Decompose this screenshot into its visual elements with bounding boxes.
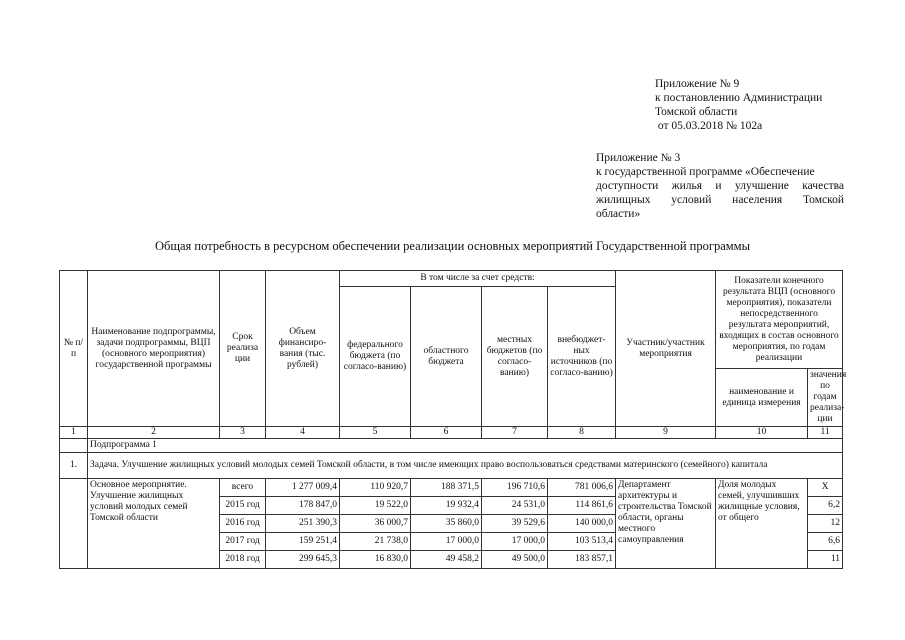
cell-extra: 103 513,4 [548,533,616,551]
cell-regional: 17 000,0 [411,533,482,551]
cell-extra: 781 006,6 [548,479,616,497]
column-number: 1 [60,427,88,439]
activity-indicator: Доля молодых семей, улучшивших жилищные условия, от общего [716,479,808,569]
column-number: 4 [266,427,340,439]
appendix-9-line: Томской области [655,106,738,118]
cell-volume: 178 847,0 [266,497,340,515]
cell-volume: 1 277 009,4 [266,479,340,497]
activity-participant: Департамент архитектуры и строительства Томской области, органы местного самоуправления [616,479,716,569]
cell-local: 39 529,6 [482,515,548,533]
cell-value: 6,6 [808,533,843,551]
header-local: местных бюджетов (по согласо-ванию) [482,287,548,427]
appendix-3-line: к государственной программе «Обеспечение [596,166,815,178]
appendix-9-line: к постановлению Администрации [655,92,823,104]
cell-value: Х [808,479,843,497]
cell-value: 11 [808,551,843,569]
cell-regional: 19 932,4 [411,497,482,515]
appendix-3-line: Приложение № 3 [596,152,681,164]
cell-federal: 36 000,7 [340,515,411,533]
document-title: Общая потребность в ресурсном обеспечении реализации основных мероприятий Государственной программы [155,239,750,253]
column-number: 3 [220,427,266,439]
cell-term: 2018 год [220,551,266,569]
column-number: 2 [88,427,220,439]
cell-regional: 188 371,5 [411,479,482,497]
column-number: 10 [716,427,808,439]
cell-term: всего [220,479,266,497]
header-volume: Объем финансиро-вания (тыс. рублей) [266,271,340,427]
column-number: 6 [411,427,482,439]
cell-volume: 299 645,3 [266,551,340,569]
header-sources: В том числе за счет средств: [340,271,616,287]
task-row [60,453,843,479]
subprogram-row [60,439,843,453]
appendix-9-block [655,77,822,133]
cell-regional: 49 458,2 [411,551,482,569]
table-row [60,479,843,497]
cell-value: 6,2 [808,497,843,515]
cell-regional: 35 860,0 [411,515,482,533]
header-indicators: Показатели конечного результата ВЦП (основного мероприятия), показатели непосредственного результата мероприятий, входящих в состав основного мероприятия, по годам реализации [716,271,843,369]
task-number: 1. [60,453,88,479]
cell-volume: 251 390,3 [266,515,340,533]
cell-volume: 159 251,4 [266,533,340,551]
cell-extra: 140 000,0 [548,515,616,533]
header-term: Срок реализа ции [220,271,266,427]
header-num: № п/п [60,271,88,427]
appendix-3-line: области» [596,208,641,220]
cell-local: 17 000,0 [482,533,548,551]
header-federal: федерального бюджета (по согласо-ванию) [340,287,411,427]
cell-extra: 114 861,6 [548,497,616,515]
task-text: Задача. Улучшение жилищных условий молодых семей Томской области, в том числе имеющих право воспользоваться средствами материнского (семейного) капитала [88,453,843,479]
cell-term: 2017 год [220,533,266,551]
resource-table [59,270,847,569]
header-regional: областного бюджета [411,287,482,427]
cell-local: 196 710,6 [482,479,548,497]
subprogram-title: Подпрограмма 1 [88,439,843,453]
column-number: 8 [548,427,616,439]
column-number: 7 [482,427,548,439]
cell-federal: 16 830,0 [340,551,411,569]
column-numbers-row [60,427,843,439]
header-extra: внебюджет-ных источников (по согласо-ванию) [548,287,616,427]
cell-local: 49 500,0 [482,551,548,569]
cell-federal: 110 920,7 [340,479,411,497]
appendix-3-block [596,151,844,221]
appendix-9-line: от 05.03.2018 № 102а [655,120,763,132]
header-indicator-values: значения по годам реализа-ции [808,369,843,427]
column-number: 9 [616,427,716,439]
cell-extra: 183 857,1 [548,551,616,569]
cell-federal: 19 522,0 [340,497,411,515]
cell-local: 24 531,0 [482,497,548,515]
column-number: 11 [808,427,843,439]
activity-name: Основное мероприятие. Улучшение жилищных условий молодых семей Томской области [88,479,220,569]
column-number: 5 [340,427,411,439]
header-participant: Участник/участник мероприятия [616,271,716,427]
cell-federal: 21 738,0 [340,533,411,551]
header-name: Наименование подпрограммы, задачи подпрограммы, ВЦП (основного мероприятия) государственной программы [88,271,220,427]
appendix-9-line: Приложение № 9 [655,78,740,90]
cell-term: 2016 год [220,515,266,533]
header-indicator-name: наименование и единица измерения [716,369,808,427]
cell-term: 2015 год [220,497,266,515]
cell-value: 12 [808,515,843,533]
appendix-3-line: доступности жилья и улучшение качества [596,180,844,192]
appendix-3-line: жилищных условий населения Томской [596,194,844,206]
